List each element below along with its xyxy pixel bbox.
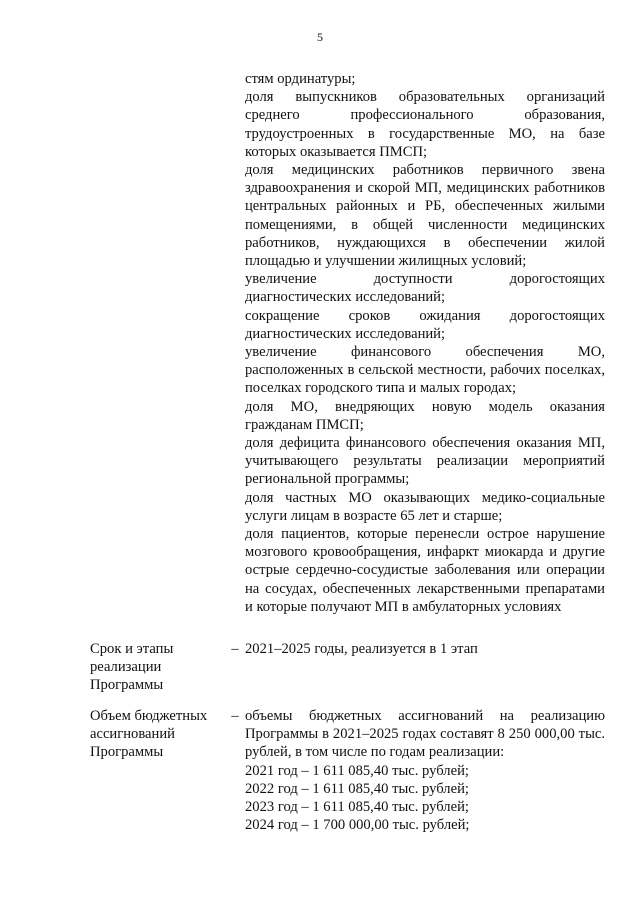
- budget-year: 2024 год – 1 700 000,00 тыс. рублей;: [245, 817, 470, 834]
- page-number: 5: [317, 30, 323, 44]
- indicator-item: доля медицинских работников первичного звена здравоохранения и скорой МП, медицинских работников центральных районных и РБ, обеспеченных жилыми помещениями, в общей численности медицинских работников, нуждающихся в обеспечении жилой площадью и улучшении жилищных условий;: [245, 162, 605, 270]
- indicators-list: [245, 70, 605, 616]
- indicator-item: доля пациентов, которые перенесли острое нарушение мозгового кровообращения, инфаркт миокарда и другие острые сердечно-сосудистые заболевания или операции на сосудах, обеспеченных лекарственными препаратами и которые получают МП в амбулаторных условиях: [245, 526, 605, 615]
- term-label: Срок и этапы реализации Программы: [90, 641, 174, 694]
- indicator-item: стям ординатуры;: [245, 71, 356, 87]
- indicator-item: доля частных МО оказывающих медико-социальные услуги лицам в возрасте 65 лет и старше;: [245, 489, 605, 524]
- indicator-item: сокращение сроков ожидания дорогостоящих диагностических исследований;: [245, 307, 605, 342]
- budget-year: 2022 год – 1 611 085,40 тыс. рублей;: [245, 780, 469, 797]
- indicator-item: доля выпускников образовательных организаций среднего профессионального образования, трудоустроенных в государственные МО, на базе которых оказывается ПМСП;: [245, 89, 605, 160]
- budget-value: [245, 707, 605, 834]
- budget-dash: –: [231, 708, 239, 724]
- indicator-item: доля МО, внедряющих новую модель оказания гражданам ПМСП;: [245, 398, 605, 433]
- term-value: 2021–2025 годы, реализуется в 1 этап: [245, 641, 478, 657]
- budget-year: 2021 год – 1 611 085,40 тыс. рублей;: [245, 762, 469, 779]
- budget-year: 2023 год – 1 611 085,40 тыс. рублей;: [245, 799, 469, 816]
- term-dash: –: [231, 641, 239, 657]
- budget-label: Объем бюджетных ассигнований Программы: [90, 708, 208, 761]
- budget-intro: объемы бюджетных ассигнований на реализацию Программы в 2021–2025 годах составят 8 250 000,00 тыс. рублей, в том числе по годам реализации:: [245, 708, 605, 761]
- indicator-item: доля дефицита финансового обеспечения оказания МП, учитывающего результаты реализации мероприятий региональной программы;: [245, 435, 605, 488]
- indicator-item: увеличение финансового обеспечения МО, расположенных в сельской местности, рабочих поселках, поселках городского типа и малых городах;: [245, 344, 605, 397]
- indicator-item: увеличение доступности дорогостоящих диагностических исследований;: [245, 271, 605, 306]
